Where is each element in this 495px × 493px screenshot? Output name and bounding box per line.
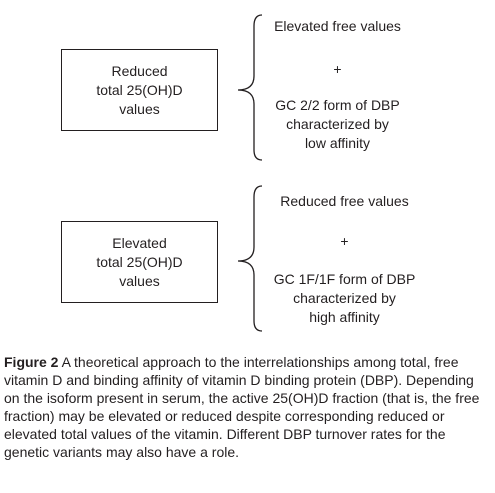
plus-sign-1: +	[333, 61, 342, 77]
bottom-line-1c: low affinity	[304, 135, 371, 151]
box-line: values	[119, 100, 160, 117]
box-line: total 25(OH)D	[96, 253, 183, 270]
box-line: Elevated	[112, 234, 167, 251]
bottom-line-1b: characterized by	[286, 116, 389, 132]
box-line: values	[119, 272, 160, 289]
box-line: Reduced	[111, 62, 168, 79]
bottom-line-2c: high affinity	[309, 309, 380, 325]
figure-caption	[4, 353, 490, 461]
caption-text: A theoretical approach to the interrelationships among total, free vitamin D and binding affinity of vitamin D binding protein (DBP). Depending on the isoform present in serum, the active 25(OH)D fraction (that is, the free fraction) may be elevated or reduced despite corresponding reduced or elevated total values of the vitamin. Different DBP turnover rates for the genetic variants may also have a role.	[4, 354, 480, 460]
top-text-1: Elevated free values	[274, 18, 401, 34]
plus-sign-2: +	[340, 233, 349, 249]
caption-label: Figure 2	[4, 354, 59, 370]
bottom-line-1a: GC 2/2 form of DBP	[275, 97, 400, 113]
elevated-total-box	[61, 221, 218, 303]
bottom-line-2a: GC 1F/1F form of DBP	[273, 271, 416, 287]
top-text-2: Reduced free values	[280, 193, 409, 209]
bottom-line-2b: characterized by	[293, 290, 396, 306]
box-line: total 25(OH)D	[96, 81, 183, 98]
brace-2	[238, 186, 262, 331]
